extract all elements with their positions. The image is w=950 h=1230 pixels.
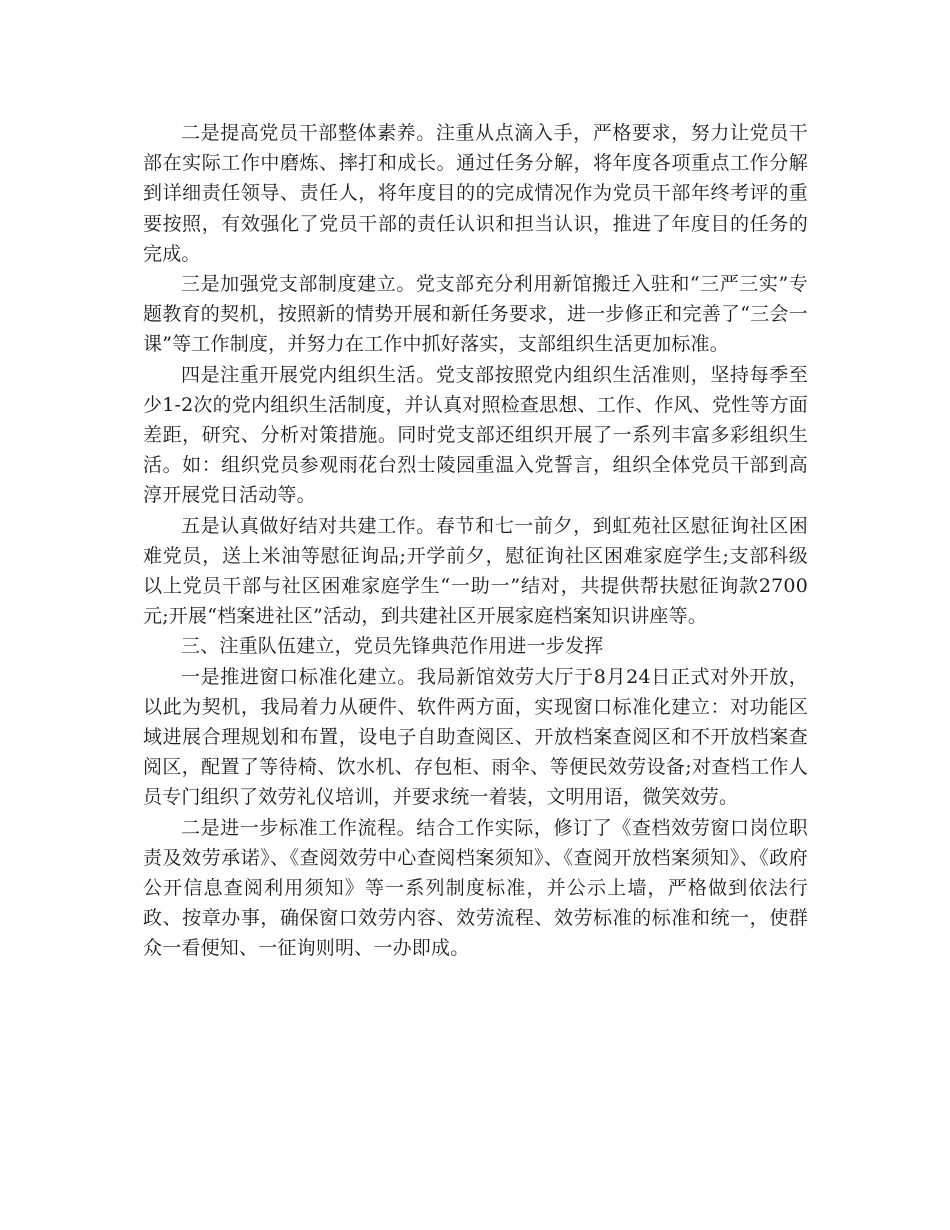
section-heading-team-building: 三、注重队伍建立，党员先锋典范作用进一步发挥 xyxy=(181,635,604,658)
paragraph-paired-construction: 五是认真做好结对共建工作。春节和七一前夕，到虹苑社区慰征询社区困难党员，送上米油等慰征询品;开学前夕，慰征询社区困难家庭学生;支部科级以上党员干部与社区困难家庭学生“一助一”结对，共提供帮扶慰征询款2700元;开展“档案进社区”活动，到共建社区开展家庭档案知识讲座等。 xyxy=(143,514,808,628)
paragraph-work-process: 二是进一步标准工作流程。结合工作实际，修订了《查档效劳窗口岗位职责及效劳承诺》、《查阅效劳中心查阅档案须知》、《查阅开放档案须知》、《政府公开信息查阅利用须知》等一系列制度标准，并公示上墙，严格做到依法行政、按章办事，确保窗口效劳内容、效劳流程、效劳标准的标准和统一，使群众一看便知、一征询则明、一办即成。 xyxy=(143,816,808,960)
paragraph-branch-system: 三是加强党支部制度建立。党支部充分利用新馆搬迁入驻和“三严三实”专题教育的契机，按照新的情势开展和新任务要求，进一步修正和完善了“三会一课”等工作制度，并努力在工作中抓好落实，支部组织生活更加标准。 xyxy=(143,273,808,356)
paragraph-party-cadre-quality: 二是提高党员干部整体素养。注重从点滴入手，严格要求，努力让党员干部在实际工作中磨炼、摔打和成长。通过任务分解，将年度各项重点工作分解到详细责任领导、责任人，将年度目的的完成情况作为党员干部年终考评的重要按照，有效强化了党员干部的责任认识和担当认识，推进了年度目的任务的完成。 xyxy=(143,122,808,265)
paragraph-window-standardization: 一是推进窗口标准化建立。我局新馆效劳大厅于8月24日正式对外开放，以此为契机，我局着力从硬件、软件两方面，实现窗口标准化建立：对功能区域进展合理规划和布置，设电子自助查阅区、开放档案查阅区和不开放档案查阅区，配置了等待椅、饮水机、存包柜、雨伞、等便民效劳设备;对查档工作人员专门组织了效劳礼仪培训，并要求统一着装，文明用语，微笑效劳。 xyxy=(143,665,808,809)
paragraph-organizational-life: 四是注重开展党内组织生活。党支部按照党内组织生活准则，坚持每季至少1-2次的党内组织生活制度，并认真对照检查思想、工作、作风、党性等方面差距，研究、分析对策措施。同时党支部还组织开展了一系列丰富多彩组织生活。如：组织党员参观雨花台烈士陵园重温入党誓言，组织全体党员干部到高淳开展党日活动等。 xyxy=(143,363,808,507)
document-body xyxy=(143,118,808,964)
